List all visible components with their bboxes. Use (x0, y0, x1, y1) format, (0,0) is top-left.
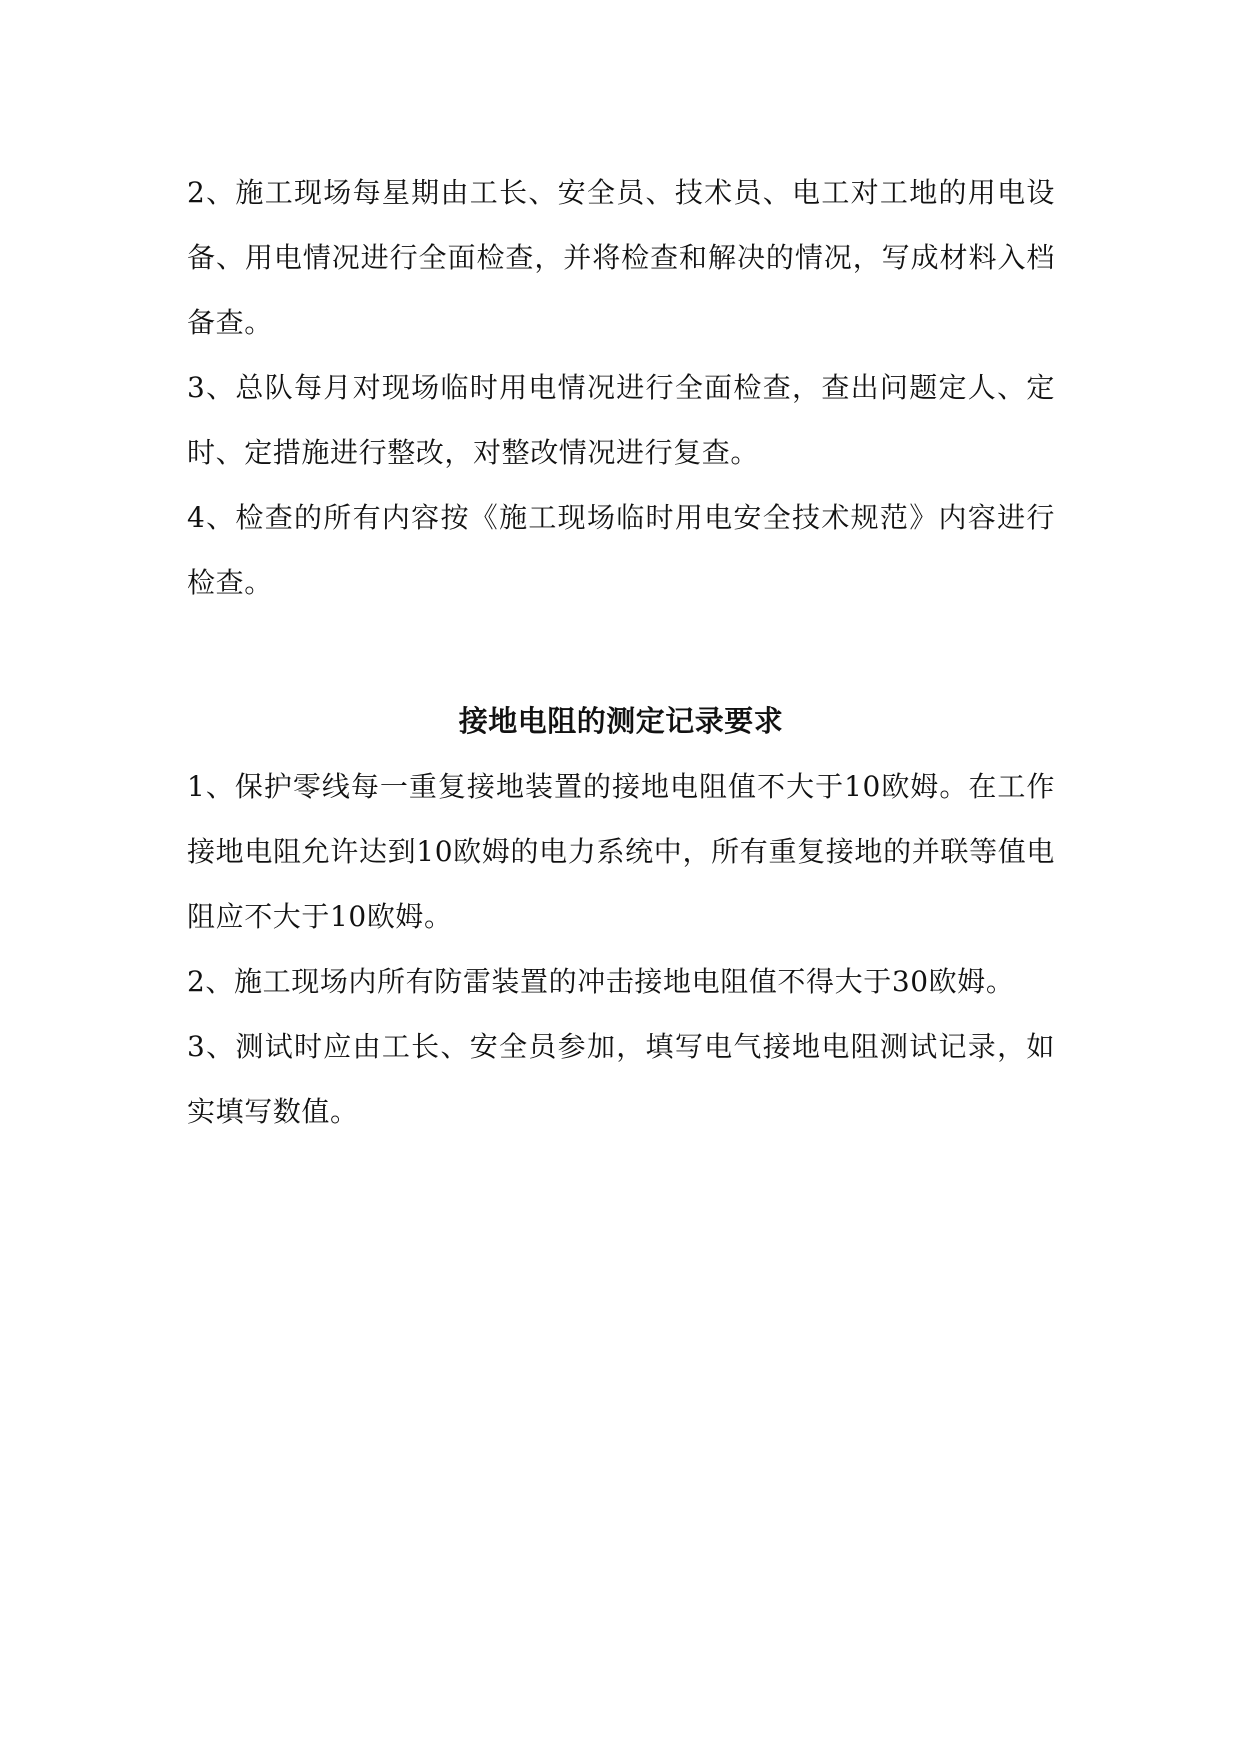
paragraph-3: 3、总队每月对现场临时用电情况进行全面检查，查出问题定人、定时、定措施进行整改，对整改情况进行复查。 (187, 371, 1055, 469)
grounding-item-2: 2、施工现场内所有防雷装置的冲击接地电阻值不得大于30欧姆。 (187, 965, 1015, 998)
section-title: 接地电阻的测定记录要求 (458, 704, 784, 738)
grounding-item-1: 1、保护零线每一重复接地装置的接地电阻值不大于10欧姆。在工作接地电阻允许达到10欧姆的电力系统中，所有重复接地的并联等值电阻应不大于10欧姆。 (187, 770, 1055, 933)
document-page (187, 160, 1055, 1144)
paragraph-4: 4、检查的所有内容按《施工现场临时用电安全技术规范》内容进行检查。 (187, 501, 1055, 599)
paragraph-2: 2、施工现场每星期由工长、安全员、技术员、电工对工地的用电设备、用电情况进行全面检查，并将检查和解决的情况，写成材料入档备查。 (187, 176, 1055, 339)
grounding-item-3: 3、测试时应由工长、安全员参加，填写电气接地电阻测试记录，如实填写数值。 (187, 1030, 1055, 1128)
section-spacer (187, 615, 1055, 689)
